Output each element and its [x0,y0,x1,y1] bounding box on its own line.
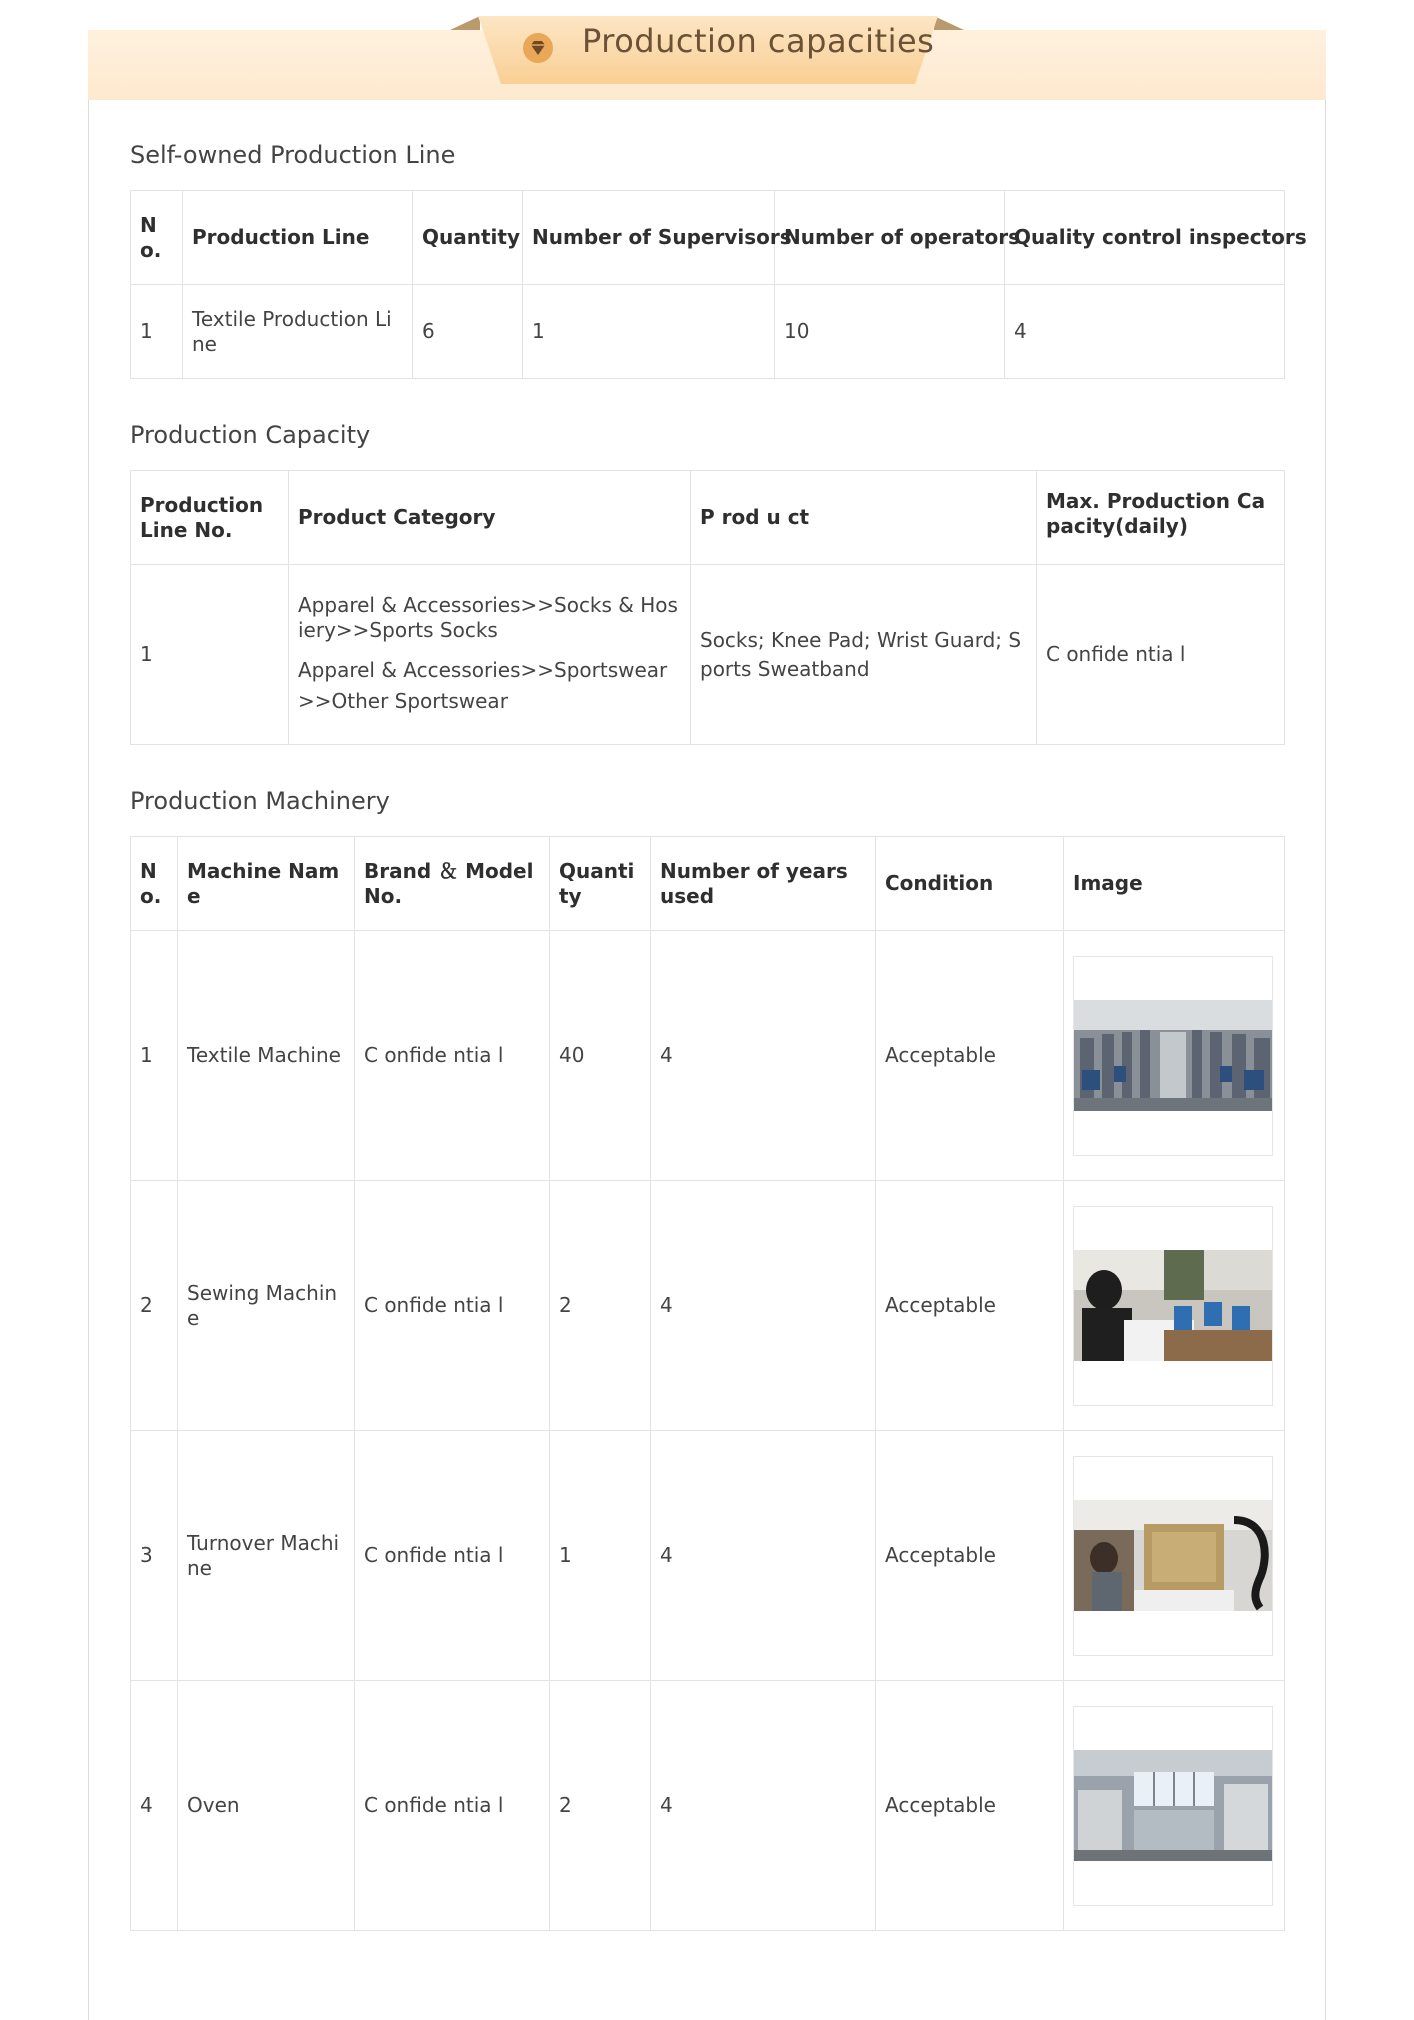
cell-operators: 10 [775,285,1005,379]
turnover-machine-photo [1074,1500,1272,1611]
column-header: Max. Production Capacity(daily) [1037,471,1285,565]
column-header: Production Line No. [131,471,289,565]
cell-machine-name: Textile Machine [178,931,355,1181]
column-header: Quantity [550,837,651,931]
cell-condition: Acceptable [876,931,1064,1181]
column-header: P rod u ct [691,471,1037,565]
machinery-table [130,836,1285,1931]
cell-image [1064,1431,1285,1681]
table-header-row [131,471,1285,565]
cell-line-no: 1 [131,565,289,745]
table-row [131,1681,1285,1931]
cell-condition: Acceptable [876,1681,1064,1931]
cell-years-used: 4 [651,1181,876,1431]
self-owned-table [130,190,1307,379]
category-item: Apparel & Accessories>>Socks & Hosiery>>Sports Socks [298,592,678,642]
image-thumbnail[interactable] [1073,1206,1273,1406]
section-title-machinery: Production Machinery [130,787,390,815]
cell-product-category [289,565,691,745]
column-header: Image [1064,837,1285,931]
cell-no: 3 [131,1431,178,1681]
cell-years-used: 4 [651,1431,876,1681]
cell-no: 1 [131,285,183,379]
cell-condition: Acceptable [876,1431,1064,1681]
column-header: Machine Name [178,837,355,931]
image-thumbnail[interactable] [1073,1706,1273,1906]
cell-brand-model: C onfide ntia l [355,931,550,1181]
cell-image [1064,1681,1285,1931]
cell-no: 4 [131,1681,178,1931]
column-header: Number of Supervisors [523,191,775,285]
diamond-icon [522,32,554,64]
cell-no: 1 [131,931,178,1181]
cell-max-capacity: C onfide ntia l [1037,565,1285,745]
cell-qc-inspectors: 4 [1005,285,1285,379]
section-title-capacity: Production Capacity [130,421,371,449]
table-row [131,565,1285,745]
textile-machine-photo [1074,1000,1272,1111]
oven-photo [1074,1750,1272,1861]
column-header: Production Line [183,191,413,285]
column-header: Condition [876,837,1064,931]
table-row [131,931,1285,1181]
capacity-table [130,470,1285,745]
column-header: Quantity [413,191,523,285]
cell-machine-name: Sewing Machine [178,1181,355,1431]
cell-brand-model: C onfide ntia l [355,1181,550,1431]
cell-condition: Acceptable [876,1181,1064,1431]
table-row [131,285,1285,379]
table-header-row [131,191,1285,285]
image-thumbnail[interactable] [1073,1456,1273,1656]
column-header: No. [131,191,183,285]
cell-production-line: Textile Production Line [183,285,413,379]
table-header-row [131,837,1285,931]
column-header: Product Category [289,471,691,565]
sewing-machine-photo [1074,1250,1272,1361]
section-title-self-owned: Self-owned Production Line [130,141,456,169]
cell-brand-model: C onfide ntia l [355,1681,550,1931]
column-header: Number of operators [775,191,1005,285]
column-header: Number of years used [651,837,876,931]
cell-quantity: 40 [550,931,651,1181]
cell-image [1064,931,1285,1181]
table-row [131,1431,1285,1681]
table-row [131,1181,1285,1431]
column-header: Quality control inspectors [1005,191,1285,285]
cell-years-used: 4 [651,1681,876,1931]
cell-product: Socks; Knee Pad; Wrist Guard; Sports Sweatband [691,565,1037,745]
category-item: Apparel & Accessories>>Sportswear>>Other Sportswear [298,657,668,713]
cell-quantity: 1 [550,1431,651,1681]
ribbon-fold-left [450,16,480,30]
cell-quantity: 2 [550,1181,651,1431]
column-header: No. [131,837,178,931]
cell-machine-name: Turnover Machine [178,1431,355,1681]
page-title: Production capacities [582,22,935,60]
cell-quantity: 2 [550,1681,651,1931]
column-header: Brand ＆ Model No. [355,837,550,931]
cell-quantity: 6 [413,285,523,379]
cell-no: 2 [131,1181,178,1431]
cell-brand-model: C onfide ntia l [355,1431,550,1681]
cell-machine-name: Oven [178,1681,355,1931]
image-thumbnail[interactable] [1073,956,1273,1156]
ribbon-fold-right [934,16,964,30]
cell-image [1064,1181,1285,1431]
cell-supervisors: 1 [523,285,775,379]
cell-years-used: 4 [651,931,876,1181]
